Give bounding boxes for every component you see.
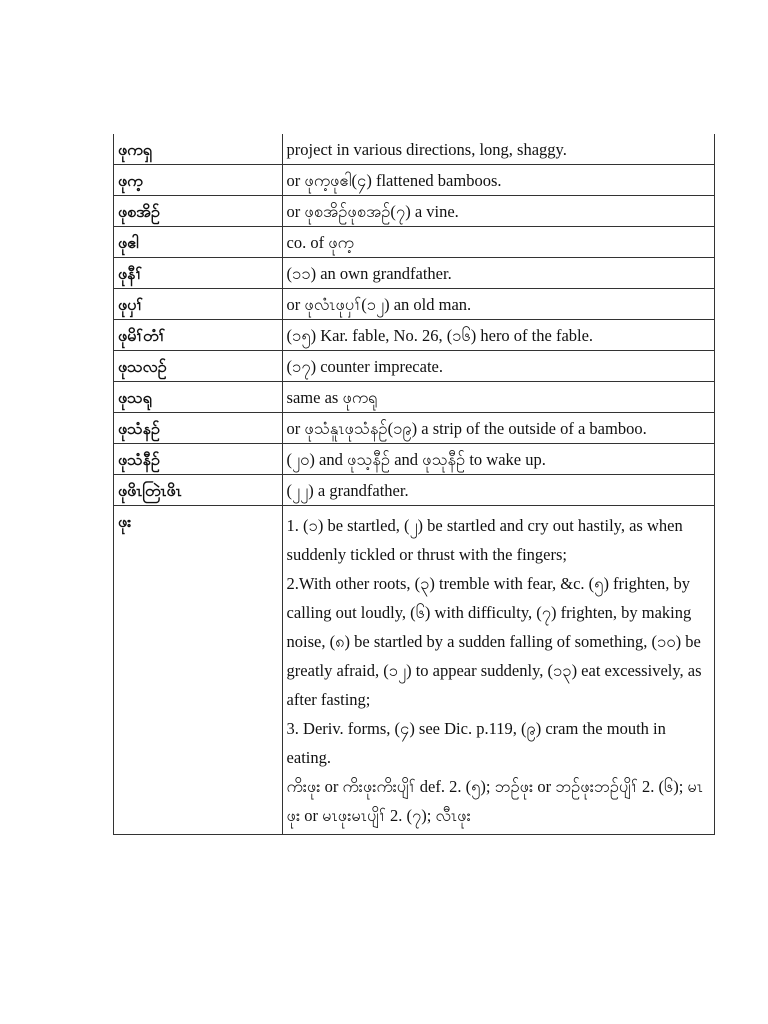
table-row — [114, 258, 715, 289]
table-row — [114, 227, 715, 258]
definition: (၁၇) counter imprecate. — [282, 351, 714, 382]
table-row — [114, 444, 715, 475]
table-row — [114, 506, 715, 835]
dictionary-entries — [114, 134, 715, 835]
headword: ဖုစအိဉ် — [114, 196, 283, 227]
definition-paragraph: 2.With other roots, (၃) tremble with fear, &c. (၅) frighten, by calling out loudly, (၆) with difficulty, (၇) frighten, by making noise, (၈) be startled by a sudden falling of something, (၁၀) be greatly afraid, (၁၂) to appear suddenly, (၁၃) eat excessively, as after fasting; — [286, 574, 702, 709]
definition: co. of ဖုက့ — [282, 227, 714, 258]
definition-multi-paragraph — [282, 506, 714, 835]
definition-paragraph: 3. Deriv. forms, (၄) see Dic. p.119, (၉) cram the mouth in eating. — [286, 719, 666, 767]
definition: (၁၅) Kar. fable, No. 26, (၁၆) hero of the fable. — [282, 320, 714, 351]
definition: (၂၂) a grandfather. — [282, 475, 714, 506]
headword: ဖုပှၢ် — [114, 289, 283, 320]
table-row — [114, 351, 715, 382]
definition: or ဖုသံနူၤဖုသံနဉ်(၁၉) a strip of the outside of a bamboo. — [282, 413, 714, 444]
headword: ဖုသံနီဉ် — [114, 444, 283, 475]
headword: ဖုသံနဉ် — [114, 413, 283, 444]
definition: or ဖုစအိဉ်ဖုစအဉ်(၇) a vine. — [282, 196, 714, 227]
headword: ဖုမိၢ်တံၢ် — [114, 320, 283, 351]
headword: ဖုသလဉ် — [114, 351, 283, 382]
definition: (၂၀) and ဖုသ့နီဉ် and ဖုသုနီဉ် to wake up. — [282, 444, 714, 475]
definition: or ဖုက့ဖုဧါ(၄) flattened bamboos. — [282, 165, 714, 196]
definition: (၁၁) an own grandfather. — [282, 258, 714, 289]
headword: ဖုး — [114, 506, 283, 835]
table-row — [114, 413, 715, 444]
table-row — [114, 382, 715, 413]
definition-paragraph: ကိးဖုး or ကိးဖုးကိးပျိၢ် def. 2. (၅); ဘဉ်ဖုး or ဘဉ်ဖုးဘဉ်ပျိၢ် 2. (၆); မၤဖုး or မၤဖုးမၤပျိၢ် 2. (၇); လီၤဖုး — [286, 777, 704, 825]
definition: same as ဖုကရု — [282, 382, 714, 413]
dictionary-table — [113, 134, 715, 835]
headword: ဖုကရှ — [114, 134, 283, 165]
table-row — [114, 289, 715, 320]
headword: ဖုဖိၤတြဲၤဖိၤ — [114, 475, 283, 506]
table-row — [114, 320, 715, 351]
table-row — [114, 134, 715, 165]
table-row — [114, 475, 715, 506]
headword: ဖုဧါ — [114, 227, 283, 258]
headword: ဖုနီၢ် — [114, 258, 283, 289]
headword: ဖုက့ — [114, 165, 283, 196]
headword: ဖုသရု — [114, 382, 283, 413]
table-row — [114, 196, 715, 227]
table-row — [114, 165, 715, 196]
definition: project in various directions, long, shaggy. — [282, 134, 714, 165]
definition: or ဖုလံၤဖုပှၢ်(၁၂) an old man. — [282, 289, 714, 320]
definition-paragraph: 1. (၁) be startled, (၂) be startled and cry out hastily, as when suddenly tickled or thrust with the fingers; — [286, 516, 683, 564]
